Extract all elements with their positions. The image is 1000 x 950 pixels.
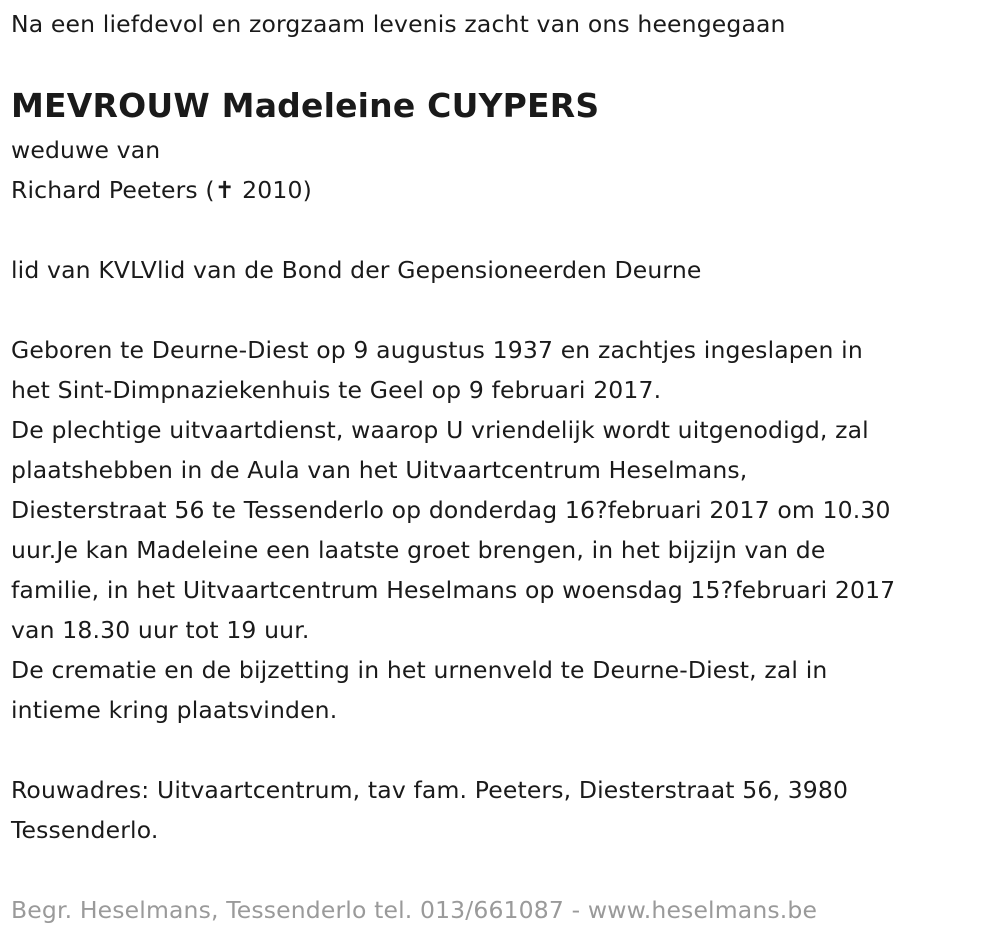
death-notice bbox=[11, 0, 991, 930]
spacer bbox=[11, 730, 991, 770]
details-line: De crematie en de bijzetting in het urnenveld te Deurne-Diest, zal in bbox=[11, 656, 828, 684]
address-line: Tessenderlo. bbox=[11, 816, 159, 844]
details-line: plaatshebben in de Aula van het Uitvaartcentrum Heselmans, bbox=[11, 456, 748, 484]
details-line: van 18.30 uur tot 19 uur. bbox=[11, 616, 310, 644]
undertaker-footer: Begr. Heselmans, Tessenderlo tel. 013/661087 - www.heselmans.be bbox=[11, 896, 818, 924]
spacer bbox=[11, 210, 991, 250]
details-line: De plechtige uitvaartdienst, waarop U vriendelijk wordt uitgenodigd, zal bbox=[11, 416, 869, 444]
details-line: familie, in het Uitvaartcentrum Heselmans op woensdag 15?februari 2017 bbox=[11, 576, 896, 604]
relation-text: weduwe van bbox=[11, 136, 161, 164]
details-line: Diesterstraat 56 te Tessenderlo op donderdag 16?februari 2017 om 10.30 bbox=[11, 496, 891, 524]
details-line: uur.Je kan Madeleine een laatste groet brengen, in het bijzijn van de bbox=[11, 536, 826, 564]
address-line: Rouwadres: Uitvaartcentrum, tav fam. Peeters, Diesterstraat 56, 3980 bbox=[11, 776, 849, 804]
details-line: Geboren te Deurne-Diest op 9 augustus 1937 en zachtjes ingeslapen in bbox=[11, 336, 863, 364]
deceased-name: MEVROUW Madeleine CUYPERS bbox=[11, 86, 600, 125]
intro-text: Na een liefdevol en zorgzaam levenis zacht van ons heengegaan bbox=[11, 10, 786, 38]
details-line: intieme kring plaatsvinden. bbox=[11, 696, 338, 724]
details-line: het Sint-Dimpnaziekenhuis te Geel op 9 februari 2017. bbox=[11, 376, 662, 404]
memberships-text: lid van KVLVlid van de Bond der Gepensioneerden Deurne bbox=[11, 256, 702, 284]
spouse-text: Richard Peeters (✝ 2010) bbox=[11, 176, 312, 204]
spacer bbox=[11, 290, 991, 330]
spacer bbox=[11, 850, 991, 890]
